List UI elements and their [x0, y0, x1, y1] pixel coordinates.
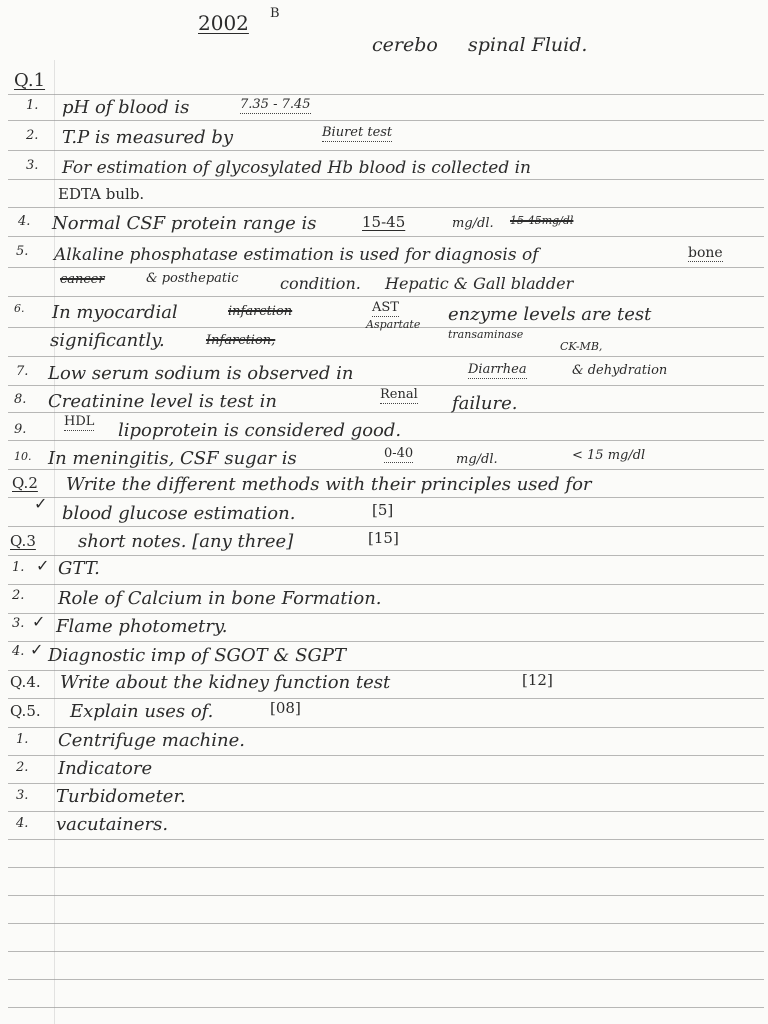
q2-text-cont: blood glucose estimation. [62, 503, 296, 524]
question-text: Low serum sodium is observed in [48, 363, 354, 384]
unit-text: mg/dl. [456, 452, 498, 467]
question-text: pH of blood is [62, 97, 190, 118]
answer-struck: cancer [60, 272, 105, 287]
rule-line [8, 497, 764, 498]
rule-line [8, 236, 764, 237]
item-number: 3. [12, 616, 25, 631]
use-item: vacutainers. [56, 814, 169, 835]
item-number: 4. [18, 214, 31, 229]
q5-label: Q.5. [10, 702, 41, 720]
use-item: Centrifuge machine. [58, 730, 245, 751]
short-note-item: GTT. [58, 558, 100, 579]
rule-line [8, 979, 764, 980]
rule-line [8, 755, 764, 756]
question-text: lipoprotein is considered good. [118, 420, 402, 441]
short-note-item: Diagnostic imp of SGOT & SGPT [48, 645, 346, 666]
q3-marks: [15] [368, 529, 399, 547]
margin-note: 15-45mg/dl [510, 214, 574, 227]
margin-note: < 15 mg/dl [572, 448, 646, 463]
item-number: 3. [26, 158, 39, 173]
rule-line [8, 783, 764, 784]
question-text: T.P is measured by [62, 127, 234, 148]
q2-marks: [5] [372, 501, 394, 519]
answer-extra: & dehydration [572, 363, 668, 378]
question-text: Normal CSF protein range is [52, 213, 317, 234]
rule-line [8, 179, 764, 180]
item-number: 4. [12, 644, 25, 659]
answer-text: HDL [64, 414, 95, 429]
answer-text: & posthepatic [146, 271, 239, 286]
question-text: Alkaline phosphatase estimation is used for diagnosis of [54, 245, 539, 265]
item-number: 3. [16, 788, 29, 803]
rule-line [8, 839, 764, 840]
margin-note: Aspartate [366, 318, 421, 331]
item-number: 5. [16, 244, 29, 259]
q1-label: Q.1 [14, 70, 46, 91]
rule-line [8, 1007, 764, 1008]
item-number: 1. [12, 560, 25, 575]
answer-text: Renal [380, 387, 418, 402]
q2-text: Write the different methods with their principles used for [66, 474, 592, 495]
margin-note: transaminase [448, 328, 524, 341]
answer-text: AST [372, 300, 399, 315]
answer-text: 0-40 [384, 446, 414, 461]
q5-marks: [08] [270, 699, 301, 717]
q2-label: Q.2 [12, 474, 38, 492]
answer-text: Biuret test [322, 125, 393, 140]
question-text: failure. [452, 393, 518, 414]
rule-line [8, 120, 764, 121]
exam-year: 2002 [198, 11, 249, 35]
rule-line [8, 555, 764, 556]
question-text: In meningitis, CSF sugar is [48, 448, 297, 469]
rule-line [8, 296, 764, 297]
rule-line [8, 923, 764, 924]
q3-label: Q.3 [10, 532, 36, 550]
item-number: 10. [14, 450, 32, 463]
item-number: 7. [16, 364, 29, 379]
rule-line [8, 641, 764, 642]
answer-text: Diarrhea [468, 362, 527, 377]
question-text-cont: condition. [280, 274, 361, 293]
question-text: For estimation of glycosylated Hb blood is collected in [62, 158, 532, 178]
item-number: 1. [26, 98, 39, 113]
q4-text: Write about the kidney function test [60, 672, 391, 693]
item-number: 4. [16, 816, 29, 831]
question-text-cont: significantly. [50, 330, 165, 351]
check-mark-icon: ✓ [32, 612, 46, 631]
margin-line [54, 60, 55, 1024]
q4-label: Q.4. [10, 673, 41, 691]
question-text: enzyme levels are test [448, 304, 652, 325]
item-number: 9. [14, 422, 27, 437]
check-mark-icon: ✓ [30, 640, 44, 659]
rule-line [8, 526, 764, 527]
use-item: Turbidometer. [56, 786, 186, 807]
rule-line [8, 727, 764, 728]
item-number: 2. [16, 760, 29, 775]
rule-line [8, 584, 764, 585]
question-text: In myocardial [52, 302, 178, 323]
item-number: 6. [14, 302, 25, 315]
rule-line [8, 867, 764, 868]
rule-line [8, 811, 764, 812]
question-text-cont: EDTA bulb. [58, 185, 145, 203]
answer-text: 15-45 [362, 213, 406, 231]
rule-line [8, 94, 764, 95]
rule-line [8, 895, 764, 896]
short-note-item: Role of Calcium in bone Formation. [58, 588, 382, 609]
rule-line [8, 385, 764, 386]
q5-text: Explain uses of. [70, 701, 214, 722]
short-note-item: Flame photometry. [56, 616, 228, 637]
rule-line [8, 698, 764, 699]
corner-note: B [270, 6, 280, 21]
margin-note: Hepatic & Gall bladder [385, 274, 574, 293]
rule-line [8, 267, 764, 268]
check-mark-icon: ✓ [34, 494, 48, 513]
item-number: 2. [12, 588, 25, 603]
item-number: 1. [16, 732, 29, 747]
question-text: Creatinine level is test in [48, 391, 277, 412]
item-number: 2. [26, 128, 39, 143]
rule-line [8, 613, 764, 614]
rule-line [8, 951, 764, 952]
q4-marks: [12] [522, 671, 553, 689]
title-spinal-fluid: spinal Fluid. [468, 34, 588, 56]
margin-note: Infarction, [206, 333, 276, 348]
unit-text: mg/dl. [452, 216, 494, 231]
struck-text: infarction [228, 304, 293, 319]
q3-text: short notes. [any three] [78, 531, 294, 552]
check-mark-icon: ✓ [36, 556, 50, 575]
rule-line [8, 150, 764, 151]
rule-line [8, 356, 764, 357]
title-cerebo: cerebo [372, 34, 438, 56]
rule-line [8, 207, 764, 208]
rule-line [8, 670, 764, 671]
item-number: 8. [14, 392, 27, 407]
answer-text: bone [688, 245, 723, 261]
answer-text: 7.35 - 7.45 [240, 97, 311, 112]
use-item: Indicatore [58, 758, 153, 779]
margin-note: CK-MB, [560, 340, 603, 353]
